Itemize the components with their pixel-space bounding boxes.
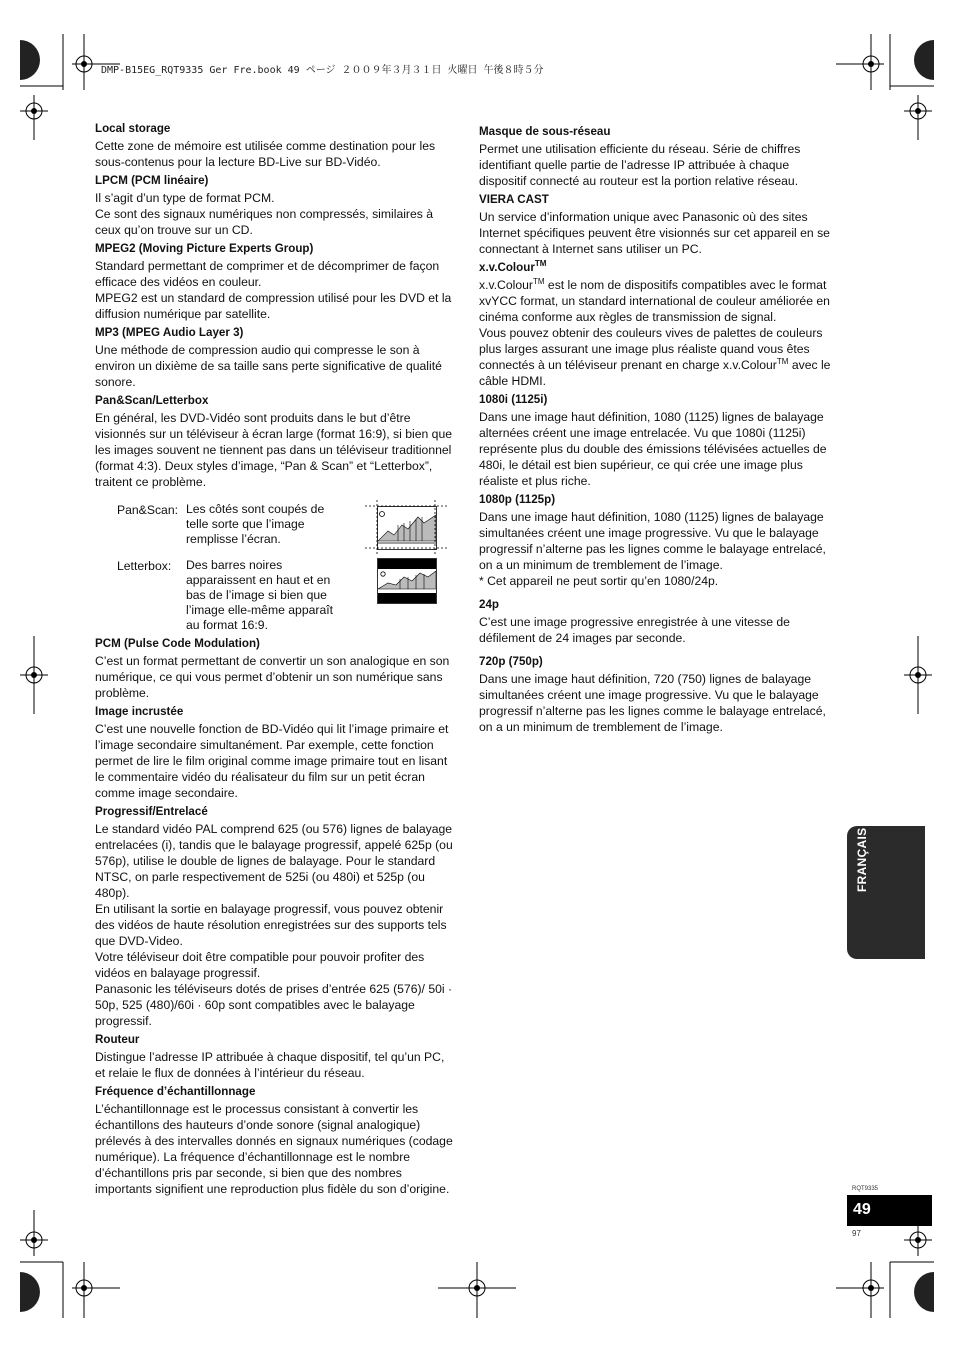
term-pip: Image incrustée bbox=[95, 705, 184, 718]
term-local-storage: Local storage bbox=[95, 122, 171, 135]
term-720p: 720p (750p) bbox=[479, 655, 543, 668]
def-panscan: En général, les DVD-Vidéo sont produits dans le but d’être visionnés sur un téléviseur à écran large (format 16:9), si bien que les images souvent ne tiennent pas dans un téléviseur traditionnel (format 4:3). Deux styles d’image, “Pan & Scan” et “Letterbox”, traitent ce problème. bbox=[95, 411, 453, 489]
def-lpcm-2: Ce sont des signaux numériques non compressés, similaires à ceux qu’on trouve sur un CD. bbox=[95, 207, 434, 237]
panscan-label: Pan&Scan: bbox=[117, 503, 178, 517]
def-lpcm-1: Il s’agit d’un type de format PCM. bbox=[95, 191, 275, 205]
def-progressive-3: Votre téléviseur doit être compatible pour pouvoir profiter des vidéos en balayage progressif. bbox=[95, 950, 425, 980]
def-pip: C’est une nouvelle fonction de BD-Vidéo qui lit l’image primaire et l’image secondaire simultanément. Par exemple, cette fonction permet de lire le film original comme image primaire tout en lisant le commentaire vidéo du réalisateur du film sur un petit écran comme image secondaire. bbox=[95, 722, 449, 800]
page-number-box bbox=[847, 1195, 932, 1226]
term-sampling: Fréquence d’échantillonnage bbox=[95, 1085, 256, 1098]
page-number: 49 bbox=[853, 1201, 871, 1218]
term-1080p: 1080p (1125p) bbox=[479, 493, 556, 506]
term-panscan: Pan&Scan/Letterbox bbox=[95, 394, 209, 407]
term-mpeg2: MPEG2 (Moving Picture Experts Group) bbox=[95, 242, 314, 255]
term-pcm: PCM (Pulse Code Modulation) bbox=[95, 637, 260, 650]
letterbox-image bbox=[377, 558, 437, 604]
def-viera: Un service d’information unique avec Panasonic où des sites Internet spécifiques peuvent être visionnés sur cet appareil en se connectant à Internet sans utiliser un PC. bbox=[479, 210, 830, 256]
def-mpeg2-2: MPEG2 est un standard de compression utilisé pour les DVD et la diffusion numérique par satellite. bbox=[95, 291, 452, 321]
term-xvcolour: x.v.Colour™ bbox=[479, 259, 547, 274]
term-1080i: 1080i (1125i) bbox=[479, 393, 548, 406]
def-subnet: Permet une utilisation efficiente du réseau. Série de chiffres identifiant quelle partie de l’adresse IP attribuée à chaque dispositif connecté au routeur est la portion relative réseau. bbox=[479, 142, 801, 188]
term-viera: VIERA CAST bbox=[479, 193, 549, 206]
panscan-illustration bbox=[95, 498, 455, 630]
def-local-storage: Cette zone de mémoire est utilisée comme destination pour les sous-contenus pour la lecture BD-Live sur BD-Vidéo. bbox=[95, 139, 436, 169]
def-sampling: L’échantillonnage est le processus consistant à convertir les échantillons des hauteurs d’onde sonore (signal analogique) prélevés à des intervalles donnés en signaux numériques (codage numérique). La fréquence d’échantillonnage est le nombre d’échantillons pris par seconde, si bien que des nombres importants signifient une reproduction plus fidèle du son d’origine. bbox=[95, 1102, 453, 1196]
letterbox-label: Letterbox: bbox=[117, 559, 172, 573]
term-mp3: MP3 (MPEG Audio Layer 3) bbox=[95, 326, 244, 339]
def-mp3: Une méthode de compression audio qui compresse le son à environ un dixième de sa taille sans perte significative de qualité sonore. bbox=[95, 343, 442, 389]
sub-page-number: 97 bbox=[852, 1229, 861, 1238]
def-1080p: Dans une image haut définition, 1080 (1125) lignes de balayage simultanées créent une image progressive. Vu que le balayage progressif n’alterne pas les lignes comme le balayage entrelacé, on a un minimum de tremblement de l’image. bbox=[479, 510, 826, 572]
def-progressive-4: Panasonic les téléviseurs dotés de prises d’entrée 625 (576)/ 50i · 50p, 525 (480)/60i · 60p sont compatibles avec le balayage progressif. bbox=[95, 982, 453, 1028]
def-progressive-1: Le standard vidéo PAL comprend 625 (ou 576) lignes de balayage entrelacées (i), tandis que le balayage progressif, appelé 625p (ou 576p), utilise le double de lignes de balayage. Pour le standard NTSC, on parle respectivement de 525i (ou 480i) et 525p (ou 480p). bbox=[95, 822, 453, 900]
def-xvcolour-2: Vous pouvez obtenir des couleurs vives de palettes de couleurs plus larges assurant une image plus réaliste quand vous êtes connectés à un téléviseur prenant en charge x.v.Colour™ avec le câble HDMI. bbox=[479, 326, 831, 388]
term-router: Routeur bbox=[95, 1033, 140, 1046]
def-24p: C’est une image progressive enregistrée à une vitesse de défilement de 24 images par seconde. bbox=[479, 615, 790, 645]
term-lpcm: LPCM (PCM linéaire) bbox=[95, 174, 209, 187]
term-24p: 24p bbox=[479, 598, 499, 611]
print-header: DMP-B15EG_RQT9335 Ger Fre.book 49 ページ ２００９年３月３１日 火曜日 午後８時５分 bbox=[101, 65, 544, 76]
panscan-crop-lines bbox=[365, 500, 447, 554]
def-1080i: Dans une image haut définition, 1080 (1125) lignes de balayage alternées créent une image entrelacée. Vu que 1080i (1125i) représente plus du double des émissions télévisées actuelles de 480i, le détail est bien supérieur, ce qui crée une image plus réaliste et plus riche. bbox=[479, 410, 827, 488]
term-progressive: Progressif/Entrelacé bbox=[95, 805, 208, 818]
left-column bbox=[95, 118, 455, 1197]
term-subnet: Masque de sous-réseau bbox=[479, 125, 611, 138]
def-720p: Dans une image haut définition, 720 (750) lignes de balayage simultanées créent une image progressive. Vu que le balayage progressif n’alterne pas les lignes comme le balayage entrelacé, on a un minimum de tremblement de l’image. bbox=[479, 672, 826, 734]
def-xvcolour-1: x.v.Colour™ est le nom de dispositifs compatibles avec le format xvYCC format, un standard international de couleur améliorée en cinéma conforme aux règles de transmission de signal. bbox=[479, 276, 830, 324]
def-mpeg2-1: Standard permettant de comprimer et de décomprimer de façon efficace des vidéos en couleur. bbox=[95, 259, 440, 289]
note-1080p: * Cet appareil ne peut sortir qu’en 1080/24p. bbox=[479, 574, 719, 588]
letterbox-desc: Des barres noires apparaissent en haut et en bas de l’image si bien que l’image elle-même apparaît au format 16:9. bbox=[186, 558, 333, 632]
panscan-desc: Les côtés sont coupés de telle sorte que l’image remplisse l’écran. bbox=[186, 502, 325, 546]
language-tab bbox=[847, 826, 925, 959]
def-progressive-2: En utilisant la sortie en balayage progressif, vous pouvez obtenir des vidéos de haute résolution enregistrées sur des supports tels que DVD-Video. bbox=[95, 902, 447, 948]
language-tab-label: FRANÇAIS bbox=[855, 827, 869, 892]
def-router: Distingue l’adresse IP attribuée à chaque dispositif, tel qu’un PC, et relaie le flux de données à l’intérieur du réseau. bbox=[95, 1050, 445, 1080]
model-code: RQT9335 bbox=[852, 1186, 879, 1192]
right-column bbox=[479, 121, 839, 735]
def-pcm: C’est un format permettant de convertir un son analogique en son numérique, ce qui vous permet d’obtenir un son numérique sans problème. bbox=[95, 654, 450, 700]
